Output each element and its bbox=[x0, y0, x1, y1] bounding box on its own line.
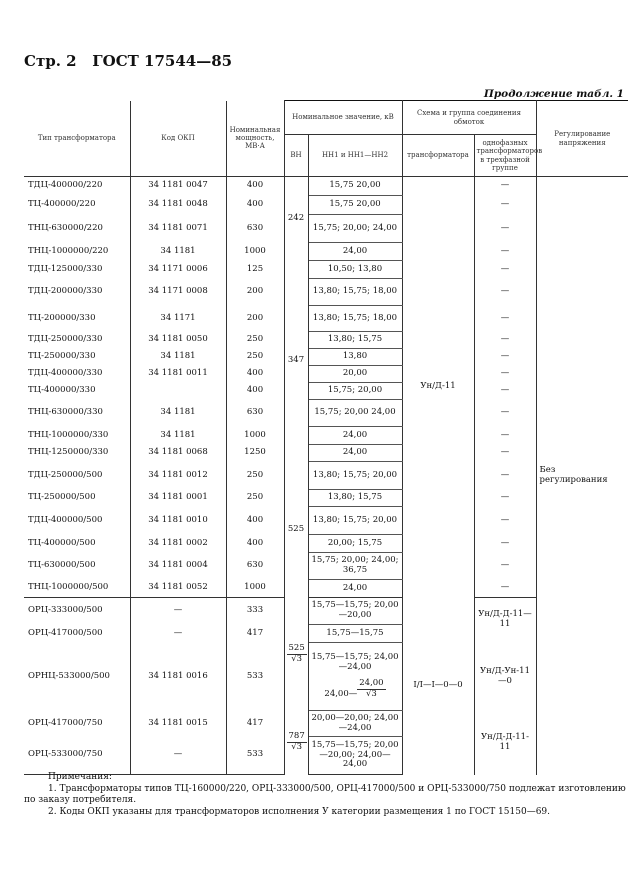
row-power: 250 bbox=[226, 332, 284, 349]
row-single: — bbox=[474, 400, 536, 427]
row-single: — bbox=[474, 445, 536, 462]
row-type: ТНЦ-630000/330 bbox=[24, 400, 130, 427]
note-1: 1. Трансформаторы типов ТЦ-160000/220, ОРЦ-333000/500, ОРЦ-417000/500 и ОРЦ-533000/750 подлежат изготовлению по заказу потребителя. bbox=[24, 783, 626, 806]
scheme-phase: I/I—I—0—0 bbox=[402, 598, 474, 775]
header-power: Номинальная мощность, МВ·А bbox=[226, 101, 284, 177]
row-type: ТДЦ-400000/220 bbox=[24, 177, 130, 196]
page-header bbox=[24, 52, 232, 70]
row-type: ТДЦ-200000/330 bbox=[24, 279, 130, 306]
row-lv: 13,80; 15,75; 18,00 bbox=[308, 279, 402, 306]
vn-525: 525 bbox=[284, 462, 308, 598]
row-type: ТЦ-250000/500 bbox=[24, 490, 130, 507]
row-single: — bbox=[474, 332, 536, 349]
row-okp: 34 1181 0010 bbox=[130, 507, 226, 535]
row-type: ТЦ-400000/500 bbox=[24, 535, 130, 553]
header-type: Тип трансформатора bbox=[24, 101, 130, 177]
row-type: ОРНЦ-533000/500 bbox=[24, 643, 130, 711]
row-type: ТНЦ-1000000/330 bbox=[24, 427, 130, 445]
row-power: 400 bbox=[226, 366, 284, 383]
row-okp: 34 1181 bbox=[130, 243, 226, 261]
row-lv: 10,50; 13,80 bbox=[308, 261, 402, 279]
row-power: 400 bbox=[226, 196, 284, 215]
row-okp: 34 1181 0052 bbox=[130, 580, 226, 598]
row-type: ТЦ-400000/330 bbox=[24, 383, 130, 400]
header-okp: Код ОКП bbox=[130, 101, 226, 177]
row-lv: 13,80; 15,75; 18,00 bbox=[308, 306, 402, 332]
fraction-numerator: 525 bbox=[288, 642, 305, 653]
regulation-value: Без регулирования bbox=[539, 464, 608, 485]
row-lv: 15,75 20,00 bbox=[308, 177, 402, 196]
header-scheme: Схема и группа соединения обмоток bbox=[402, 101, 536, 135]
row-lv: 20,00; 15,75 bbox=[308, 535, 402, 553]
row-okp: 34 1181 bbox=[130, 427, 226, 445]
fraction-denominator: √3 bbox=[291, 653, 303, 664]
header-voltage: Номинальное значение, кВ bbox=[284, 101, 402, 135]
row-okp: 34 1181 0015 bbox=[130, 711, 226, 737]
row-power: 1000 bbox=[226, 580, 284, 598]
lv-fraction-prefix: 24,00— bbox=[324, 688, 358, 699]
row-lv: 24,00 bbox=[308, 427, 402, 445]
row-lv: 13,80; 15,75 bbox=[308, 490, 402, 507]
row-power: 125 bbox=[226, 261, 284, 279]
row-power: 630 bbox=[226, 400, 284, 427]
row-power: 630 bbox=[226, 215, 284, 243]
row-okp: 34 1181 bbox=[130, 349, 226, 366]
row-lv: 15,75; 20,00 bbox=[308, 383, 402, 400]
row-single: — bbox=[474, 243, 536, 261]
row-lv: 20,00—20,00; 24,00—24,00 bbox=[308, 711, 402, 737]
row-lv: 15,75—15,75; 24,00—24,00 bbox=[311, 652, 399, 673]
row-single: — bbox=[474, 177, 536, 196]
row-okp: 34 1181 0071 bbox=[130, 215, 226, 243]
lv-fraction-line bbox=[311, 679, 400, 700]
row-okp: 34 1181 0012 bbox=[130, 462, 226, 490]
row-okp: — bbox=[130, 737, 226, 775]
scheme-single-3: Ун/Д-Д-11-11 bbox=[474, 711, 536, 775]
row-lv: 13,80; 15,75; 20,00 bbox=[308, 507, 402, 535]
header-nn: НН1 и НН1—НН2 bbox=[308, 135, 402, 177]
row-type: ТЦ-250000/330 bbox=[24, 349, 130, 366]
row-lv: 15,75 20,00 bbox=[308, 196, 402, 215]
row-power: 200 bbox=[226, 279, 284, 306]
row-okp: 34 1181 0002 bbox=[130, 535, 226, 553]
row-power: 400 bbox=[226, 535, 284, 553]
row-lv: 24,00 bbox=[308, 243, 402, 261]
row-lv: 24,00 bbox=[308, 445, 402, 462]
row-type: ТДЦ-250000/330 bbox=[24, 332, 130, 349]
row-lv: 15,75—15,75; 20,00—20,00; 24,00—24,00 bbox=[308, 737, 402, 775]
row-okp: 34 1181 0047 bbox=[130, 177, 226, 196]
header-regulation: Регулирование напряжения bbox=[536, 101, 628, 177]
row-lv: 15,75; 20,00; 24,00; 36,75 bbox=[308, 553, 402, 580]
row-power: 250 bbox=[226, 490, 284, 507]
row-power: 417 bbox=[226, 711, 284, 737]
row-single: — bbox=[474, 507, 536, 535]
row-type: ТДЦ-400000/500 bbox=[24, 507, 130, 535]
row-lv: 15,75—15,75 bbox=[308, 625, 402, 643]
row-okp: 34 1181 0050 bbox=[130, 332, 226, 349]
row-okp: — bbox=[130, 625, 226, 643]
fraction-denominator: √3 bbox=[366, 688, 377, 699]
row-okp: 34 1171 0008 bbox=[130, 279, 226, 306]
row-type: ТНЦ-1250000/330 bbox=[24, 445, 130, 462]
row-type: ОРЦ-333000/500 bbox=[24, 598, 130, 625]
vn-787-frac bbox=[284, 711, 308, 775]
row-lv: 24,00 bbox=[308, 580, 402, 598]
row-type: ТЦ-200000/330 bbox=[24, 306, 130, 332]
row-single: — bbox=[474, 462, 536, 490]
row-type: ОРЦ-417000/500 bbox=[24, 625, 130, 643]
vn-242: 242 bbox=[284, 177, 308, 261]
row-single: — bbox=[474, 490, 536, 507]
row-power: 1250 bbox=[226, 445, 284, 462]
page-number: Стр. 2 bbox=[24, 52, 77, 70]
lv-fraction bbox=[357, 679, 385, 700]
row-power: 400 bbox=[226, 507, 284, 535]
row-power: 400 bbox=[226, 177, 284, 196]
vn-347: 347 bbox=[284, 261, 308, 462]
transformer-table bbox=[24, 100, 628, 775]
notes bbox=[24, 772, 628, 819]
scheme-main: Ун/Д-11 bbox=[402, 177, 474, 598]
row-okp: 34 1181 bbox=[130, 400, 226, 427]
row-power: 333 bbox=[226, 598, 284, 625]
row-power: 250 bbox=[226, 462, 284, 490]
row-type: ТНЦ-1000000/220 bbox=[24, 243, 130, 261]
row-power: 533 bbox=[226, 643, 284, 711]
row-power: 630 bbox=[226, 553, 284, 580]
row-lv-composite bbox=[308, 643, 402, 711]
vn-525-frac bbox=[284, 598, 308, 711]
row-single: — bbox=[474, 196, 536, 215]
row-single: — bbox=[474, 580, 536, 598]
row-okp: — bbox=[130, 598, 226, 625]
vn-fraction-787 bbox=[287, 732, 307, 753]
fraction-numerator: 24,00 bbox=[359, 678, 384, 688]
row-power: 1000 bbox=[226, 427, 284, 445]
header-scheme-single: однофазных трансформаторов в трехфазной группе bbox=[474, 135, 536, 177]
row-lv: 13,80; 15,75; 20,00 bbox=[308, 462, 402, 490]
scheme-single-2: Ун/Д-Ун-11—0 bbox=[474, 643, 536, 711]
row-lv: 20,00 bbox=[308, 366, 402, 383]
row-single: — bbox=[474, 306, 536, 332]
row-single: — bbox=[474, 349, 536, 366]
row-type: ТНЦ-1000000/500 bbox=[24, 580, 130, 598]
fraction-denominator: √3 bbox=[291, 742, 303, 752]
row-type: ТДЦ-400000/330 bbox=[24, 366, 130, 383]
row-type: ТЦ-630000/500 bbox=[24, 553, 130, 580]
row-single: — bbox=[474, 366, 536, 383]
row-power: 417 bbox=[226, 625, 284, 643]
scheme-single-1: Ун/Д-Д-11—11 bbox=[474, 598, 536, 643]
row-single: — bbox=[474, 427, 536, 445]
row-okp: 34 1181 0001 bbox=[130, 490, 226, 507]
row-lv: 15,75; 20,00 24,00 bbox=[308, 400, 402, 427]
header-scheme-transformer: трансформатора bbox=[402, 135, 474, 177]
row-single: — bbox=[474, 383, 536, 400]
row-lv: 15,75—15,75; 20,00—20,00 bbox=[308, 598, 402, 625]
notes-title: Примечания: bbox=[48, 772, 112, 782]
row-power: 533 bbox=[226, 737, 284, 775]
row-type: ТНЦ-630000/220 bbox=[24, 215, 130, 243]
row-type: ОРЦ-417000/750 bbox=[24, 711, 130, 737]
note-2: 2. Коды ОКП указаны для трансформаторов исполнения У категории размещения 1 по ГОСТ 15150—69. bbox=[48, 807, 551, 818]
row-okp: 34 1181 0068 bbox=[130, 445, 226, 462]
row-okp: 34 1181 0016 bbox=[130, 643, 226, 711]
row-lv: 13,80; 15,75 bbox=[308, 332, 402, 349]
row-okp: 34 1171 bbox=[130, 306, 226, 332]
row-type: ОРЦ-533000/750 bbox=[24, 737, 130, 775]
row-single: — bbox=[474, 279, 536, 306]
row-type: ТЦ-400000/220 bbox=[24, 196, 130, 215]
row-type: ТДЦ-250000/500 bbox=[24, 462, 130, 490]
row-type: ТДЦ-125000/330 bbox=[24, 261, 130, 279]
row-okp: 34 1171 0006 bbox=[130, 261, 226, 279]
row-lv: 13,80 bbox=[308, 349, 402, 366]
standard-number: ГОСТ 17544—85 bbox=[92, 52, 233, 70]
row-power: 250 bbox=[226, 349, 284, 366]
row-okp: 34 1181 0011 bbox=[130, 366, 226, 383]
row-lv: 15,75; 20,00; 24,00 bbox=[308, 215, 402, 243]
row-single: — bbox=[474, 215, 536, 243]
row-single: — bbox=[474, 553, 536, 580]
row-okp: 34 1181 0048 bbox=[130, 196, 226, 215]
row-power: 400 bbox=[226, 383, 284, 400]
row-okp bbox=[130, 383, 226, 400]
row-power: 1000 bbox=[226, 243, 284, 261]
row-single: — bbox=[474, 261, 536, 279]
continuation-label: Продолжение табл. 1 bbox=[483, 88, 624, 100]
vn-fraction-525 bbox=[287, 644, 307, 665]
row-single: — bbox=[474, 535, 536, 553]
header-vn: ВН bbox=[284, 135, 308, 177]
fraction-numerator: 787 bbox=[288, 731, 305, 742]
row-okp: 34 1181 0004 bbox=[130, 553, 226, 580]
row-power: 200 bbox=[226, 306, 284, 332]
